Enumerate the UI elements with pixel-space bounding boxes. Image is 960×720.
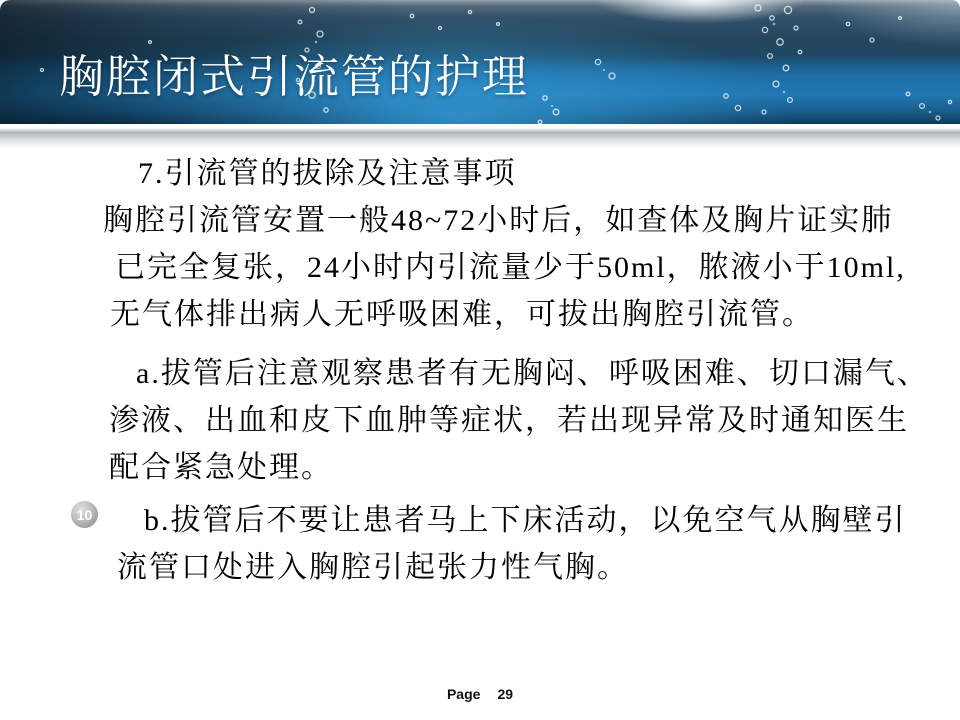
- paragraph: [100, 350, 930, 491]
- header-banner: [0, 0, 960, 124]
- text-line: 胸腔引流管安置一般48~72小时后，如查体及胸片证实肺: [103, 204, 894, 237]
- page-label: Page: [446, 686, 481, 702]
- text-line: a.拔管后注意观察患者有无胸闷、呼吸困难、切口漏气、: [136, 357, 929, 390]
- text-line: 流管口处进入胸腔引起张力性气胸。: [117, 551, 629, 584]
- page-number: 29: [497, 686, 514, 702]
- bullet-10-label: 10: [76, 506, 93, 523]
- slide-body: [100, 150, 930, 591]
- text-line: 无气体排出病人无呼吸困难，可拔出胸腔引流管。: [110, 298, 814, 331]
- paragraphs: [100, 197, 930, 591]
- page-footer: [0, 686, 960, 702]
- text-line: 渗液、出血和皮下血肿等症状，若出现异常及时通知医生: [109, 404, 909, 437]
- section-heading: 7.引流管的拔除及注意事项: [138, 157, 517, 190]
- text-line: 已完全复张，24小时内引流量少于50ml，脓液小于10ml,: [115, 251, 906, 284]
- paragraph: [100, 197, 930, 338]
- text-line: b.拔管后不要让患者马上下床活动，以免空气从胸壁引: [144, 504, 907, 537]
- slide-title: 胸腔闭式引流管的护理: [59, 52, 530, 102]
- bullet-10-marker: [71, 501, 98, 528]
- paragraph: [100, 497, 930, 591]
- text-line: 配合紧急处理。: [109, 451, 333, 484]
- header-shadow-divider: [0, 128, 960, 148]
